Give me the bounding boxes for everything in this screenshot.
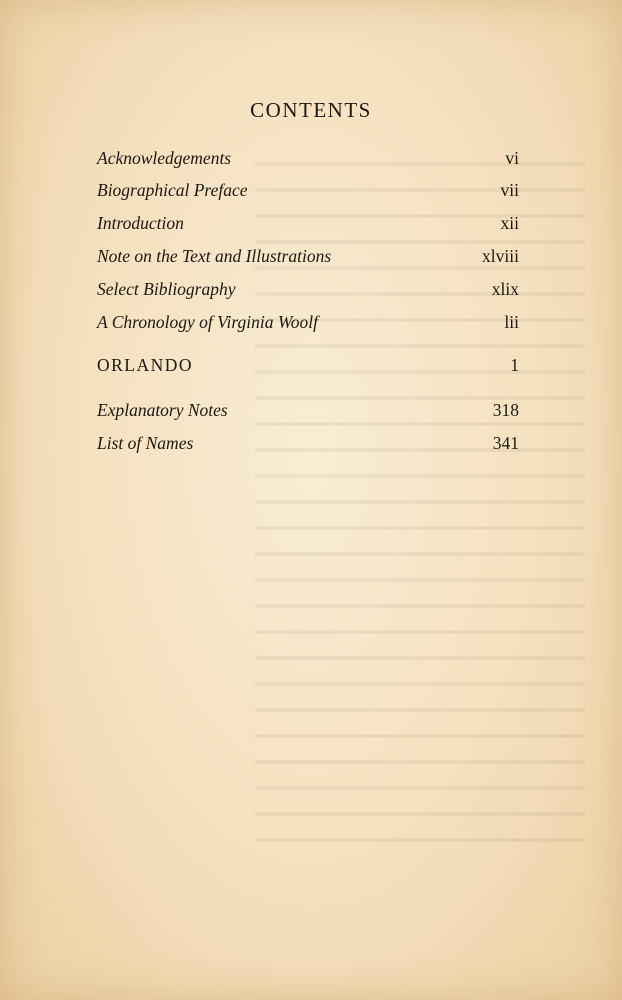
toc-entry-page: xii — [500, 213, 519, 233]
toc-entry-label: Introduction — [97, 213, 184, 233]
toc-entry-page: xlviii — [482, 246, 519, 266]
toc-entry-page: vi — [505, 148, 519, 168]
toc-entry-select-bibliography — [97, 274, 519, 304]
toc-entry-page: 341 — [492, 433, 519, 453]
toc-entry-label: ORLANDO — [97, 355, 194, 375]
toc-entry-chronology — [97, 307, 519, 337]
toc-entry-orlando — [97, 350, 519, 380]
toc-entry-label: A Chronology of Virginia Woolf — [97, 312, 319, 332]
toc-entry-explanatory-notes — [97, 395, 519, 425]
toc-entry-label: Biographical Preface — [97, 180, 248, 200]
toc-entry-page: 318 — [492, 400, 519, 420]
toc-entry-label: Acknowledgements — [97, 148, 232, 168]
toc-entry-list-of-names — [97, 428, 519, 458]
toc-entry-page: 1 — [510, 355, 519, 375]
toc-entry-label: Select Bibliography — [97, 279, 236, 299]
toc-entry-biographical-preface — [97, 175, 519, 205]
toc-entry-introduction — [97, 208, 519, 238]
toc-entry-label: Note on the Text and Illustrations — [97, 246, 332, 266]
toc-entry-label: Explanatory Notes — [97, 400, 228, 420]
toc-entry-note-on-text — [97, 241, 519, 271]
contents-heading: CONTENTS — [250, 98, 372, 122]
toc-entry-label: List of Names — [97, 433, 194, 453]
toc-entry-page: xlix — [491, 279, 519, 299]
toc-entry-acknowledgements — [97, 143, 519, 173]
toc-entry-page: vii — [500, 180, 519, 200]
toc-entry-page: lii — [504, 312, 519, 332]
